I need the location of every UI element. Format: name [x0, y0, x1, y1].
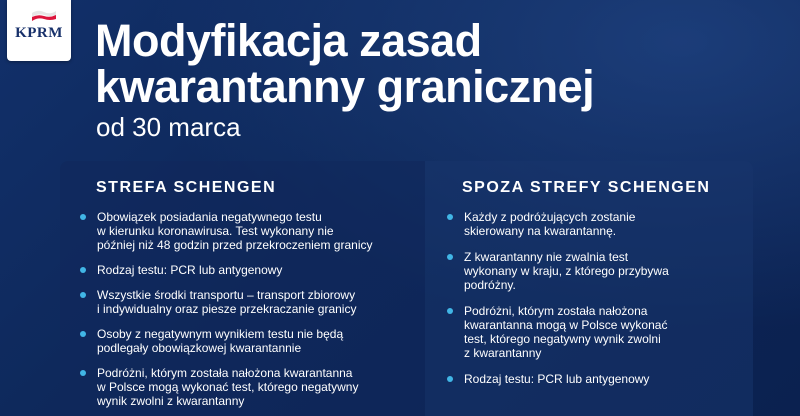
title-line-1: Modyfikacja zasad [95, 15, 482, 66]
list-item-text: Każdy z podróżujących zostanie skierowany na kwarantannę. [464, 210, 636, 238]
list-item-text: Rodzaj testu: PCR lub antygenowy [97, 263, 283, 277]
list-item [80, 288, 415, 316]
bullet-dot-icon [80, 292, 86, 298]
non-schengen-list [447, 210, 747, 398]
bullet-dot-icon [80, 214, 86, 220]
list-item-text: Z kwarantanny nie zwalnia test wykonany w kraju, z którego przybywa podróżny. [464, 250, 669, 292]
list-item-text: Osoby z negatywnym wynikiem testu nie będą podlegały obowiązkowej kwarantannie [97, 327, 344, 355]
list-item [447, 210, 747, 238]
bullet-dot-icon [447, 214, 453, 220]
bullet-dot-icon [80, 370, 86, 376]
bullet-dot-icon [80, 331, 86, 337]
list-item-text: Podróżni, którym została nałożona kwarantanna mogą w Polsce wykonać test, którego negatywny wynik zwolni z kwarantanny [464, 304, 668, 360]
bullet-dot-icon [447, 254, 453, 260]
schengen-panel [60, 161, 425, 416]
page-title [95, 15, 595, 112]
non-schengen-panel [425, 161, 753, 416]
list-item-text: Wszystkie środki transportu – transport zbiorowy i indywidualny oraz piesze przekraczanie granicy [97, 288, 357, 316]
schengen-heading: STREFA SCHENGEN [96, 179, 277, 196]
bullet-dot-icon [447, 376, 453, 382]
title-line-2: kwarantanny granicznej [95, 61, 595, 112]
non-schengen-heading: SPOZA STREFY SCHENGEN [462, 179, 711, 196]
list-item [80, 327, 415, 355]
bullet-dot-icon [80, 267, 86, 273]
list-item [447, 304, 747, 360]
list-item [80, 210, 415, 252]
logo-text: KPRM [15, 25, 63, 41]
list-item [80, 263, 415, 277]
schengen-list [80, 210, 415, 416]
list-item [447, 372, 747, 386]
bullet-dot-icon [447, 308, 453, 314]
list-item [447, 250, 747, 292]
list-item-text: Obowiązek posiadania negatywnego testu w kierunku koronawirusa. Test wykonany nie później niż 48 godzin przed przekroczeniem granicy [97, 210, 373, 252]
polish-flag-icon [31, 8, 57, 22]
list-item-text: Rodzaj testu: PCR lub antygenowy [464, 372, 650, 386]
kprm-logo [7, 0, 71, 61]
list-item [80, 366, 415, 408]
list-item-text: Podróżni, którym została nałożona kwarantanna w Polsce mogą wykonać test, którego negatywny wynik zwolni z kwarantanny [97, 366, 359, 408]
subtitle: od 30 marca [96, 112, 241, 142]
